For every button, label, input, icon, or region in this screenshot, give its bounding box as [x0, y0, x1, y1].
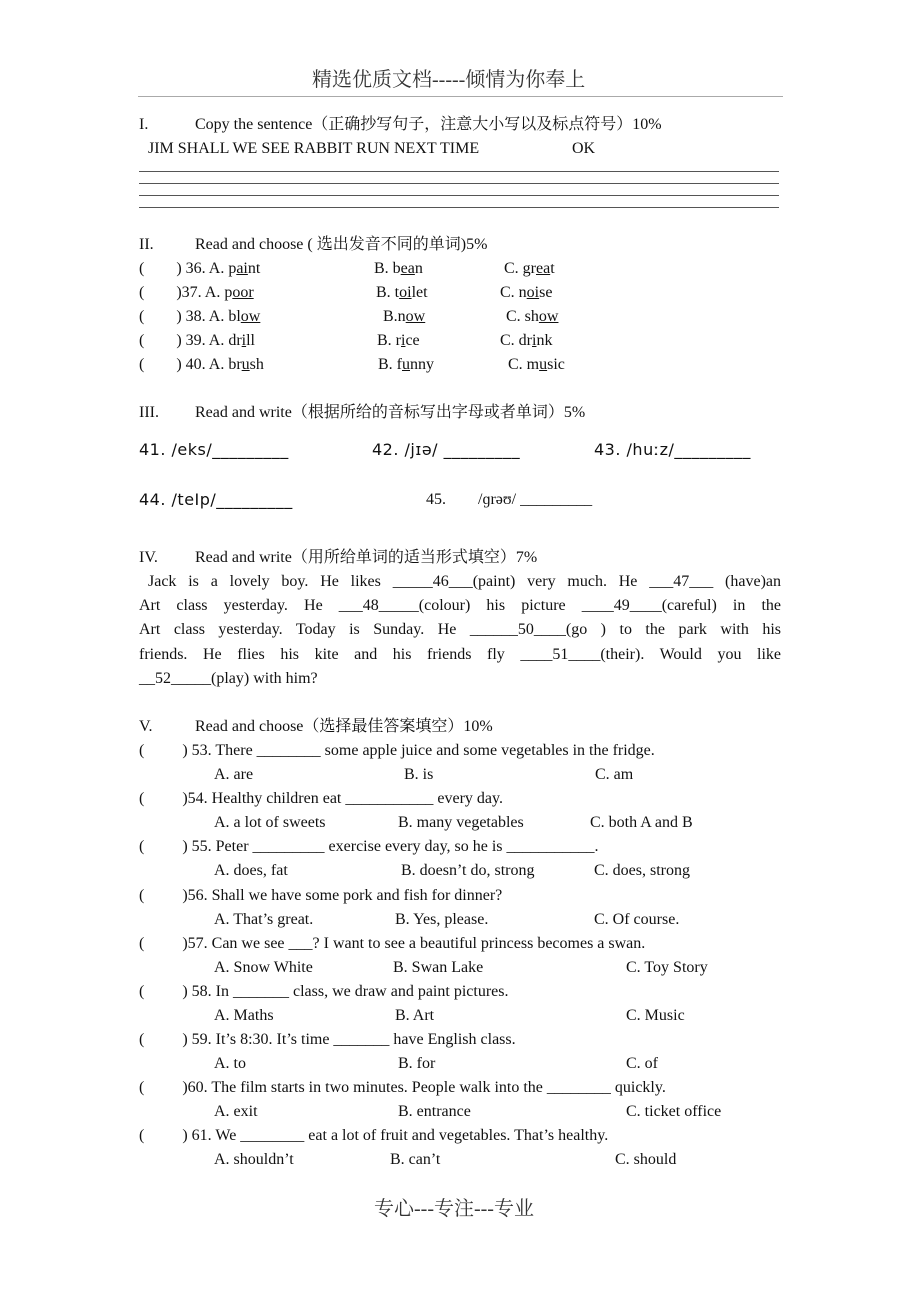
q58-option-a[interactable]: A. Maths: [214, 1007, 274, 1024]
q40-option-c: C. music: [508, 356, 565, 373]
answer-bracket[interactable]: (: [139, 332, 145, 349]
q43-phonetic-blank[interactable]: 43. /huːz/_________: [594, 440, 751, 459]
writing-line-4[interactable]: [139, 207, 779, 208]
question-39: ( ) 39. A. drill: [139, 332, 255, 349]
q41-phonetic-blank[interactable]: 41. /eks/_________: [139, 440, 289, 459]
q59-option-c[interactable]: C. of: [626, 1055, 658, 1072]
q54-option-a[interactable]: A. a lot of sweets: [214, 814, 326, 831]
passage-line-3: Art class yesterday. Today is Sunday. He ______50____(go ) to the park with his: [139, 621, 781, 639]
section-3-title: Read and write（根据所给的音标写出字母或者单词）5%: [195, 404, 586, 421]
q55-option-c[interactable]: C. does, strong: [594, 862, 690, 879]
question-55: ( ) 55. Peter _________ exercise every day, so he is ___________.: [139, 838, 599, 855]
q56-option-c[interactable]: C. Of course.: [594, 911, 680, 928]
q37-option-b: B. toilet: [376, 284, 428, 301]
q61-option-b[interactable]: B. can’t: [390, 1151, 441, 1168]
q56-option-b[interactable]: B. Yes, please.: [395, 911, 489, 928]
question-60: ( )60. The film starts in two minutes. People walk into the ________ quickly.: [139, 1079, 666, 1096]
q57-option-a[interactable]: A. Snow White: [214, 959, 313, 976]
question-58: ( ) 58. In _______ class, we draw and paint pictures.: [139, 983, 509, 1000]
q53-option-b[interactable]: B. is: [404, 766, 434, 783]
q58-option-c[interactable]: C. Music: [626, 1007, 685, 1024]
q55-option-b[interactable]: B. doesn’t do, strong: [401, 862, 535, 879]
q61-option-c[interactable]: C. should: [615, 1151, 677, 1168]
q36-option-b: B. bean: [374, 260, 423, 277]
section-4-number: IV.: [139, 549, 158, 566]
q54-option-c[interactable]: C. both A and B: [590, 814, 693, 831]
section-1-ok: OK: [572, 140, 596, 157]
section-5-number: V.: [139, 718, 153, 735]
q37-option-c: C. noise: [500, 284, 553, 301]
question-61: ( ) 61. We ________ eat a lot of fruit and vegetables. That’s healthy.: [139, 1127, 609, 1144]
section-1-title: Copy the sentence（正确抄写句子，注意大小写以及标点符号）10%: [195, 116, 662, 133]
q45-phonetic-blank[interactable]: /ɡrəʊ/ _________: [478, 491, 593, 508]
passage-line-5: __52_____(play) with him?: [139, 669, 318, 687]
q60-option-a[interactable]: A. exit: [214, 1103, 258, 1120]
question-53: ( ) 53. There ________ some apple juice and some vegetables in the fridge.: [139, 742, 655, 759]
section-2-number: II.: [139, 236, 154, 253]
q55-option-a[interactable]: A. does, fat: [214, 862, 288, 879]
answer-bracket[interactable]: (: [139, 308, 145, 325]
section-4-passage: [139, 570, 781, 691]
q39-option-c: C. drink: [500, 332, 553, 349]
q38-option-b: B.now: [383, 308, 426, 325]
section-3-number: III.: [139, 404, 159, 421]
page-footer: 专心---专注---专业: [374, 1198, 534, 1220]
q44-phonetic-blank[interactable]: 44. /teIp/_________: [139, 490, 293, 509]
q57-option-b[interactable]: B. Swan Lake: [393, 959, 484, 976]
answer-bracket[interactable]: (: [139, 284, 145, 301]
question-36: ( ) 36. A. paint: [139, 260, 261, 277]
q60-option-c[interactable]: C. ticket office: [626, 1103, 722, 1120]
question-57: ( )57. Can we see ___? I want to see a beautiful princess becomes a swan.: [139, 935, 646, 952]
page-header: 精选优质文档-----倾情为你奉上: [312, 69, 586, 91]
q45-number: 45.: [426, 491, 446, 508]
q59-option-b[interactable]: B. for: [398, 1055, 436, 1072]
writing-line-2[interactable]: [139, 183, 779, 184]
passage-line-1: Jack is a lovely boy. He likes _____46___(paint) very much. He ___47___ (have)an: [148, 573, 781, 590]
writing-line-3[interactable]: [139, 195, 779, 196]
q42-phonetic-blank[interactable]: 42. /jɪə/ _________: [372, 440, 521, 459]
q40-option-b: B. funny: [378, 356, 434, 373]
q53-option-a[interactable]: A. are: [214, 766, 254, 783]
passage-line-2: Art class yesterday. He ___48_____(colour) his picture ____49____(careful) in the: [139, 597, 781, 615]
q61-option-a[interactable]: A. shouldn’t: [214, 1151, 294, 1168]
q54-option-b[interactable]: B. many vegetables: [398, 814, 524, 831]
question-59: ( ) 59. It’s 8:30. It’s time _______ have English class.: [139, 1031, 516, 1048]
answer-bracket[interactable]: (: [139, 260, 145, 277]
writing-line-1[interactable]: [139, 171, 779, 172]
passage-line-4: friends. He flies his kite and his friends fly ____51____(their). Would you like: [139, 645, 781, 663]
section-1-number: I.: [139, 116, 149, 133]
section-1-sentence: JIM SHALL WE SEE RABBIT RUN NEXT TIME: [148, 140, 480, 157]
question-54: ( )54. Healthy children eat ___________ every day.: [139, 790, 503, 807]
q57-option-c[interactable]: C. Toy Story: [626, 959, 708, 976]
question-56: ( )56. Shall we have some pork and fish for dinner?: [139, 887, 503, 904]
section-5-title: Read and choose（选择最佳答案填空）10%: [195, 718, 493, 735]
answer-bracket[interactable]: (: [139, 356, 145, 373]
q58-option-b[interactable]: B. Art: [395, 1007, 435, 1024]
q53-option-c[interactable]: C. am: [595, 766, 634, 783]
question-37: ( )37. A. poor: [139, 284, 254, 301]
q60-option-b[interactable]: B. entrance: [398, 1103, 471, 1120]
q56-option-a[interactable]: A. That’s great.: [214, 911, 314, 928]
header-rule: [138, 96, 783, 97]
q36-option-c: C. great: [504, 260, 555, 277]
q38-option-c: C. show: [506, 308, 559, 325]
section-2-title: Read and choose ( 选出发音不同的单词)5%: [195, 236, 488, 253]
q59-option-a[interactable]: A. to: [214, 1055, 246, 1072]
question-38: ( ) 38. A. blow: [139, 308, 261, 325]
q39-option-b: B. rice: [377, 332, 420, 349]
section-4-title: Read and write（用所给单词的适当形式填空）7%: [195, 549, 538, 566]
question-40: ( ) 40. A. brush: [139, 356, 264, 373]
